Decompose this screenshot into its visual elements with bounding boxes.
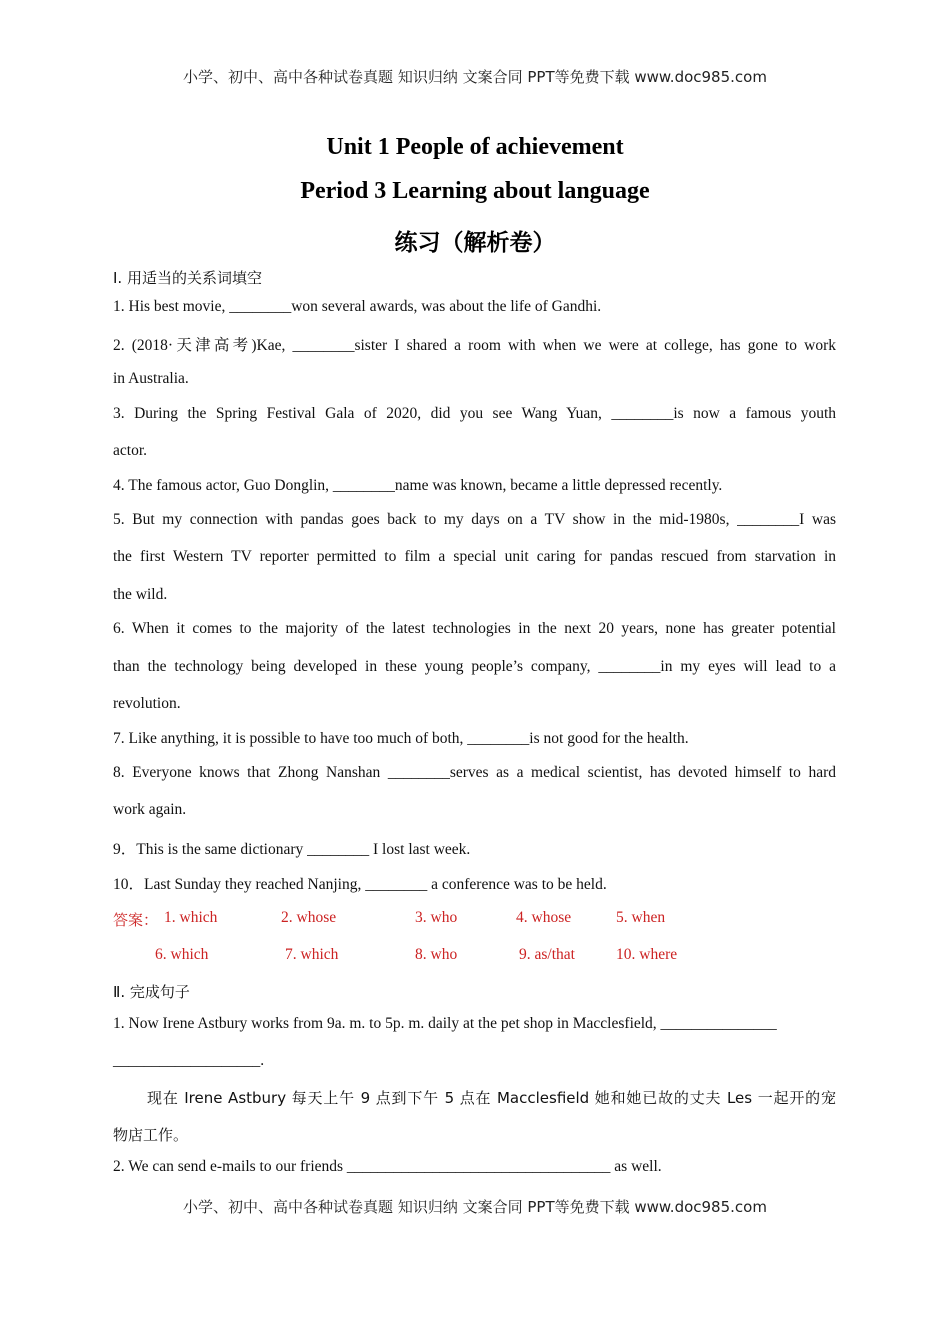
unit-title: Unit 1 People of achievement [326, 134, 624, 160]
sentence-1-cont: ___________________. [113, 1052, 265, 1069]
question-4: 4. The famous actor, Guo Donglin, ________name was known, became a little depressed recently. [113, 477, 723, 494]
header-banner: 小学、初中、高中各种试卷真题 知识归纳 文案合同 PPT等免费下载 www.doc985.com [183, 68, 767, 86]
answer-9: 9. as/that [519, 946, 575, 963]
sentence-1-translation: 现在 Irene Astbury 每天上午 9 点到下午 5 点在 Macclesfield 她和她已故的丈夫 Les 一起开的宠 [147, 1089, 836, 1107]
question-1: 1. His best movie, ________won several awards, was about the life of Gandhi. [113, 298, 602, 315]
answer-3: 3. who [415, 909, 458, 926]
answer-8: 8. who [415, 946, 458, 963]
question-3-cont: actor. [113, 442, 147, 459]
question-5-cont2: the wild. [113, 586, 168, 603]
answer-6: 6. which [155, 946, 209, 963]
answer-1: 1. which [164, 909, 218, 926]
exercise-title: 练习（解析卷） [394, 230, 556, 256]
answer-10: 10. where [616, 946, 678, 963]
sentence-2: 2. We can send e-mails to our friends __________________________________ as well. [113, 1158, 662, 1175]
question-9: 9．This is the same dictionary ________ I lost last week. [113, 841, 471, 858]
question-8-cont: work again. [113, 801, 187, 818]
answer-7: 7. which [285, 946, 339, 963]
answer-2: 2. whose [281, 909, 337, 926]
question-6-cont2: revolution. [113, 695, 181, 712]
question-2-cont: in Australia. [113, 370, 189, 387]
section1-heading: Ⅰ. 用适当的关系词填空 [113, 269, 262, 287]
sentence-1: 1. Now Irene Astbury works from 9a. m. to 5p. m. daily at the pet shop in Macclesfield, _______________ [113, 1015, 777, 1032]
answer-4: 4. whose [516, 909, 572, 926]
sentence-1-translation-cont: 物店工作。 [113, 1126, 189, 1144]
question-6: 6. When it comes to the majority of the latest technologies in the next 20 years, none has greater potential [113, 620, 836, 637]
question-7: 7. Like anything, it is possible to have too much of both, ________is not good for the health. [113, 730, 689, 747]
answer-5: 5. when [616, 909, 666, 926]
question-6-cont: than the technology being developed in these young people’s company, ________in my eyes will lead to a [113, 658, 836, 675]
question-10: 10．Last Sunday they reached Nanjing, ________ a conference was to be held. [113, 876, 607, 893]
answer-label: 答案： [113, 911, 159, 929]
section2-heading: Ⅱ. 完成句子 [113, 983, 190, 1001]
footer-banner: 小学、初中、高中各种试卷真题 知识归纳 文案合同 PPT等免费下载 www.doc985.com [183, 1198, 767, 1216]
question-8: 8. Everyone knows that Zhong Nanshan ________serves as a medical scientist, has devoted himself to hard [113, 764, 836, 781]
question-3: 3. During the Spring Festival Gala of 2020, did you see Wang Yuan, ________is now a famous youth [113, 405, 836, 422]
period-title: Period 3 Learning about language [300, 178, 650, 204]
question-5: 5. But my connection with pandas goes back to my days on a TV show in the mid-1980s, ________I was [113, 511, 836, 528]
question-5-cont: the first Western TV reporter permitted to film a special unit caring for pandas rescued from starvation in [113, 548, 836, 565]
question-2: 2. (2018·天津高考)Kae, ________sister I shared a room with when we were at college, has gone to work [113, 337, 836, 354]
